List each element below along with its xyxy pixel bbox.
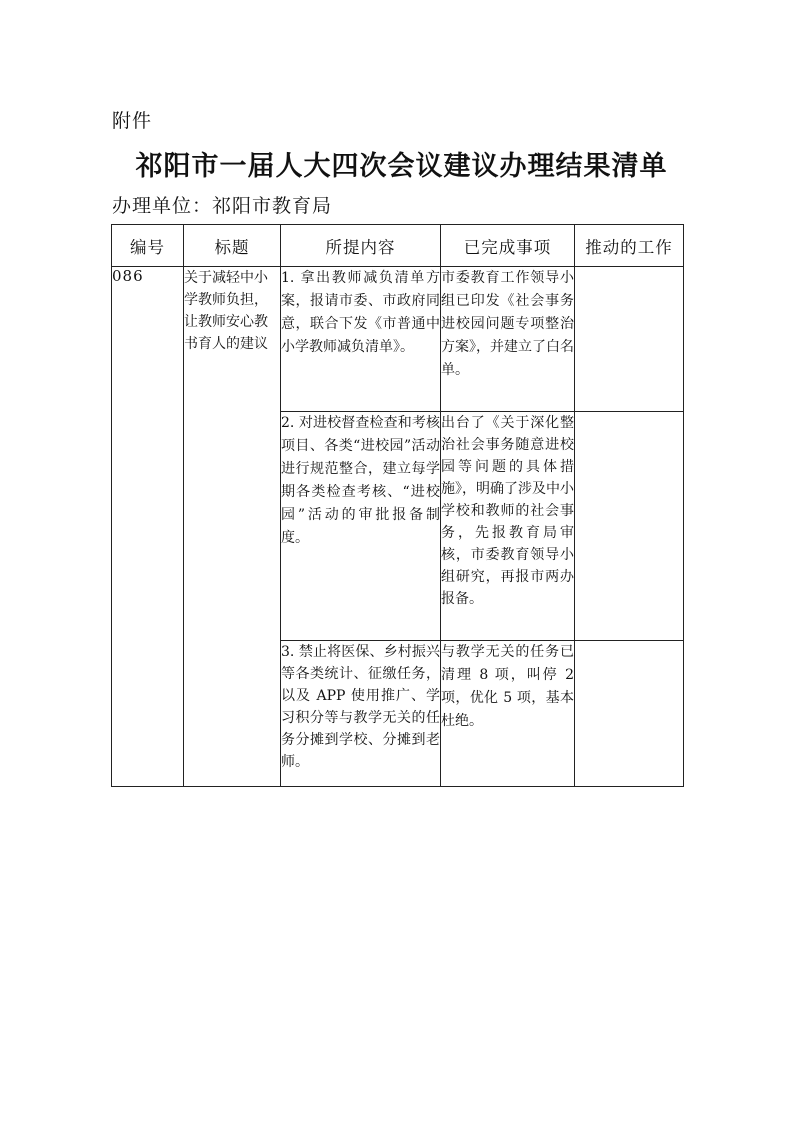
- column-header-number: 编号: [112, 225, 184, 267]
- work-item-3: [575, 641, 684, 787]
- column-header-work: 推动的工作: [575, 225, 684, 267]
- document-title: 祁阳市一届人大四次会议建议办理结果清单: [135, 151, 668, 182]
- record-title: 关于减轻中小学教师负担，让教师安心教书育人的建议: [184, 267, 281, 787]
- work-item-1: [575, 267, 684, 412]
- handling-unit-label: 办理单位：: [112, 195, 213, 217]
- column-header-completed: 已完成事项: [441, 225, 575, 267]
- result-table: [111, 224, 684, 787]
- content-item-2: 2. 对进校督查检查和考核项目、各类“进校园”活动进行规范整合，建立每学期各类检查考核、“进校园”活动的审批报备制度。: [281, 412, 441, 641]
- content-item-3: 3. 禁止将医保、乡村振兴等各类统计、征缴任务，以及 APP 使用推广、学习积分等与教学无关的任务分摊到学校、分摊到老师。: [281, 641, 441, 787]
- column-header-content: 所提内容: [281, 225, 441, 267]
- table-row: [112, 267, 684, 412]
- completed-item-3: 与教学无关的任务已清理 8 项，叫停 2 项，优化 5 项，基本杜绝。: [441, 641, 575, 787]
- record-number: 086: [112, 267, 184, 787]
- column-header-title: 标题: [184, 225, 281, 267]
- handling-unit: [112, 191, 332, 218]
- completed-item-1: 市委教育工作领导小组已印发《社会事务进校园问题专项整治方案》，并建立了白名单。: [441, 267, 575, 412]
- handling-unit-name: 祁阳市教育局: [212, 195, 333, 217]
- completed-item-2: 出台了《关于深化整治社会事务随意进校园等问题的具体措施》，明确了涉及中小学校和教师的社会事务，先报教育局审核，市委教育领导小组研究，再报市两办报备。: [441, 412, 575, 641]
- content-item-1: 1. 拿出教师减负清单方案，报请市委、市政府同意，联合下发《市普通中小学教师减负清单》。: [281, 267, 441, 412]
- work-item-2: [575, 412, 684, 641]
- table-header-row: [112, 225, 684, 267]
- attachment-label: 附件: [112, 110, 153, 132]
